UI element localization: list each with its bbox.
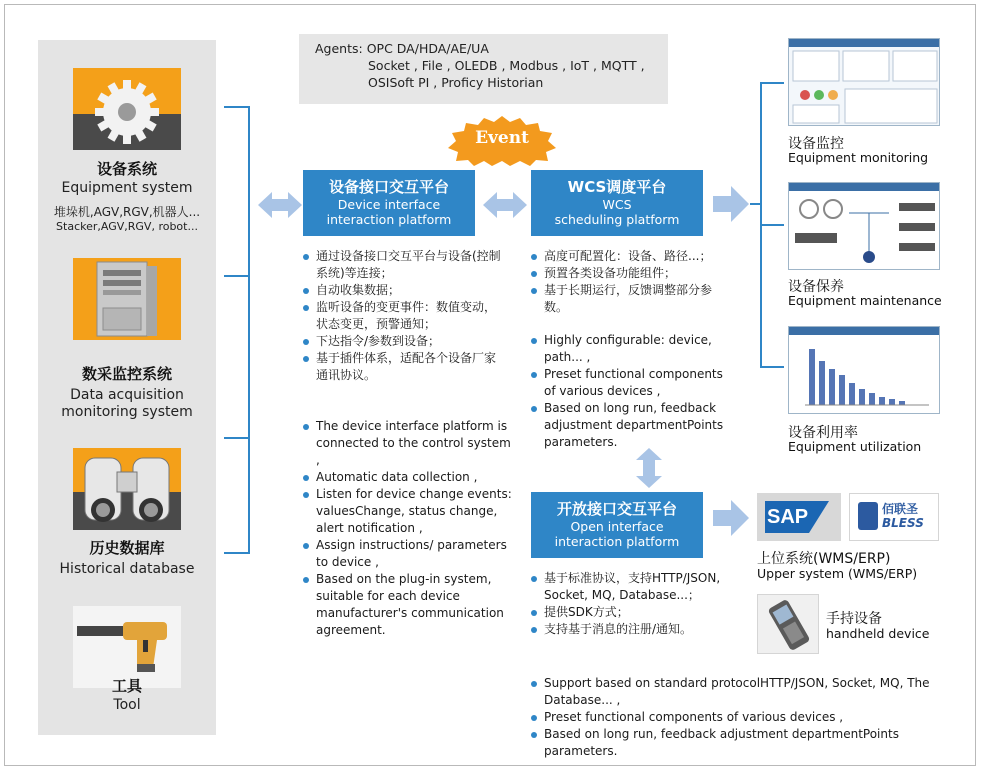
equipment-system-subtitle: Equipment system <box>61 180 193 196</box>
wcs-scheduling-platform <box>531 170 703 236</box>
event-label: Event <box>475 128 529 148</box>
historical-db-title: 历史数据库 <box>89 539 165 557</box>
list-item: Support based on standard protocolHTTP/JSON, Socket, MQ, The Database... , <box>530 675 960 709</box>
wcs-platform-sub-1: WCS <box>602 197 632 212</box>
connector-tool <box>224 552 250 554</box>
maintenance-subtitle: Equipment maintenance <box>788 293 942 308</box>
left-bracket <box>248 106 250 554</box>
device-interface-platform <box>303 170 475 236</box>
connector-equipment <box>224 106 250 108</box>
open-platform-bullets-en <box>530 675 960 760</box>
handheld-subtitle: handheld device <box>826 626 930 641</box>
open-platform-sub-1: Open interface <box>570 519 664 534</box>
list-item: 预置各类设备功能组件； <box>530 265 730 282</box>
list-item: Based on long run, feedback adjustment departmentPoints parameters. <box>530 400 730 451</box>
list-item: 基于标准协议，支持HTTP/JSON, Socket, MQ, Database...； <box>530 570 730 604</box>
daq-system-title: 数采监控系统 <box>81 365 172 383</box>
server-icon <box>73 258 181 340</box>
connector-monitoring <box>760 82 784 84</box>
bless-logo-box <box>849 493 939 541</box>
device-platform-bullets-cn <box>302 248 502 384</box>
list-item: Highly configurable: device, path... , <box>530 332 730 366</box>
connector-utilization <box>760 366 784 368</box>
sap-logo-box <box>757 493 841 541</box>
daq-system-subtitle-1: Data acquisition <box>70 387 184 403</box>
bless-logo-cn: 佰联圣 <box>882 502 919 516</box>
list-item: Based on long run, feedback adjustment departmentPoints parameters. <box>530 726 960 760</box>
list-item: Automatic data collection , <box>302 469 512 486</box>
monitoring-subtitle: Equipment monitoring <box>788 150 929 165</box>
gear-icon <box>73 68 181 150</box>
handheld-device-image <box>757 594 819 654</box>
list-item: Assign instructions/ parameters to device , <box>302 537 512 571</box>
tool-title: 工具 <box>111 677 142 695</box>
agents-line-3: OSISoft PI , Proficy Historian <box>368 75 544 90</box>
open-interface-platform <box>531 492 703 558</box>
wcs-platform-title: WCS调度平台 <box>567 178 667 196</box>
bless-logo-icon <box>858 502 878 530</box>
utilization-subtitle: Equipment utilization <box>788 439 922 454</box>
device-platform-title: 设备接口交互平台 <box>328 178 449 196</box>
open-platform-bullets-cn <box>530 570 730 638</box>
device-platform-sub-2: interaction platform <box>326 212 452 227</box>
list-item: 监听设备的变更事件：数值变动，状态变更，预警通知； <box>302 299 502 333</box>
tool-subtitle: Tool <box>113 697 141 713</box>
double-arrow-vertical <box>634 448 664 488</box>
sap-logo-text: SAP <box>767 506 809 528</box>
wcs-platform-bullets-en <box>530 332 730 451</box>
equipment-detail-en: Stacker,AGV,RGV, robot... <box>56 220 198 233</box>
open-platform-title: 开放接口交互平台 <box>556 500 677 518</box>
connector-maintenance <box>760 224 784 226</box>
arrow-right-upper-system <box>713 500 749 536</box>
list-item: 支持基于消息的注册/通知。 <box>530 621 730 638</box>
list-item: Based on the plug-in system, suitable for each device manufacturer's communication agreement. <box>302 571 512 639</box>
list-item: Listen for device change events: valuesChange, status change, alert notification , <box>302 486 512 537</box>
equipment-system-title: 设备系统 <box>96 160 157 178</box>
connector-historical <box>224 437 250 439</box>
maintenance-title: 设备保养 <box>788 279 844 295</box>
list-item: The device interface platform is connected to the control system , <box>302 418 512 469</box>
list-item: 提供SDK方式； <box>530 604 730 621</box>
agents-panel <box>299 34 668 104</box>
list-item: Preset functional components of various devices , <box>530 709 960 726</box>
agents-line-2: Socket , File , OLEDB , Modbus , IoT , MQTT , <box>368 58 645 73</box>
left-systems-panel <box>38 40 216 735</box>
double-arrow-left <box>258 190 302 220</box>
double-arrow-middle <box>483 190 527 220</box>
utilization-title: 设备利用率 <box>788 425 858 441</box>
binoculars-icon <box>73 448 181 530</box>
connector-arrow <box>750 203 762 205</box>
list-item: 基于插件体系，适配各个设备厂家通讯协议。 <box>302 350 502 384</box>
utilization-screenshot <box>788 326 940 414</box>
daq-system-subtitle-2: monitoring system <box>61 404 193 420</box>
upper-system-title: 上位系统(WMS/ERP) <box>757 551 891 567</box>
list-item: 通过设备接口交互平台与设备(控制系统)等连接； <box>302 248 502 282</box>
device-platform-bullets-en <box>302 418 512 639</box>
arrow-right-outputs <box>713 186 749 222</box>
handheld-title: 手持设备 <box>826 611 882 627</box>
device-platform-sub-1: Device interface <box>337 197 441 212</box>
maintenance-screenshot <box>788 182 940 270</box>
monitoring-screenshot <box>788 38 940 126</box>
list-item: Preset functional components of various devices , <box>530 366 730 400</box>
agents-line-1: Agents: OPC DA/HDA/AE/UA <box>315 41 489 56</box>
list-item: 下达指令/参数到设备； <box>302 333 502 350</box>
equipment-detail-cn: 堆垛机,AGV,RGV,机器人... <box>53 205 201 219</box>
wcs-platform-bullets-cn <box>530 248 730 316</box>
bless-logo-en: BLESS <box>882 516 924 530</box>
open-platform-sub-2: interaction platform <box>554 534 680 549</box>
handheld-icon <box>758 595 820 655</box>
historical-db-subtitle: Historical database <box>59 561 195 577</box>
connector-daq <box>224 275 250 277</box>
list-item: 高度可配置化：设备、路径...； <box>530 248 730 265</box>
list-item: 基于长期运行，反馈调整部分参数。 <box>530 282 730 316</box>
list-item: 自动收集数据； <box>302 282 502 299</box>
wcs-platform-sub-2: scheduling platform <box>554 212 680 227</box>
monitoring-title: 设备监控 <box>788 136 844 152</box>
upper-system-subtitle: Upper system (WMS/ERP) <box>757 566 918 581</box>
